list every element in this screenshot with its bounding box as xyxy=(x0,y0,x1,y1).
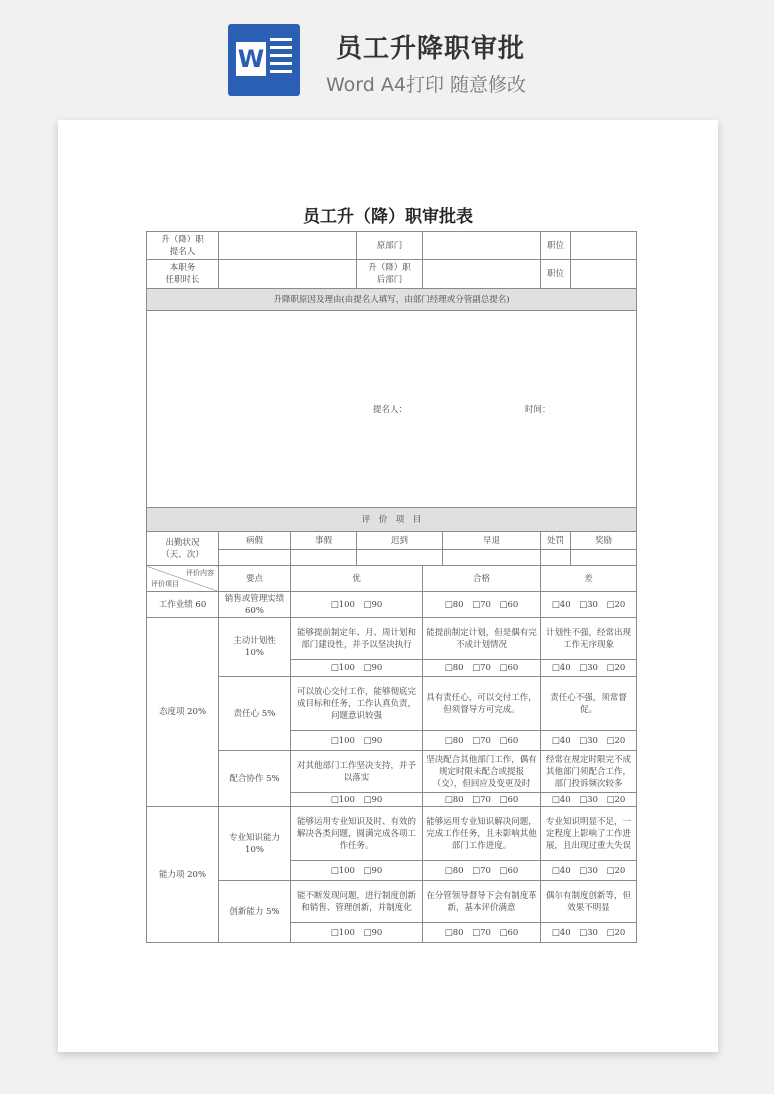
score-pass[interactable]: □80 □70 □60 xyxy=(423,923,541,943)
score-pass[interactable]: □80 □70 □60 xyxy=(423,592,541,618)
nominator-label: 提名人： xyxy=(373,405,408,415)
ability-innovation-row xyxy=(147,881,637,923)
reason-area[interactable] xyxy=(147,311,637,508)
planning-pass-desc: 能提前制定计划，但是偶有完不成计划情况 xyxy=(423,618,541,660)
attitude-planning-row xyxy=(147,618,637,660)
performance-category: 工作业绩 60 xyxy=(147,592,219,618)
attendance-value[interactable] xyxy=(357,550,443,566)
document-title: 员工升（降）职审批表 xyxy=(303,207,473,227)
attitude-cooperation-point: 配合协作 5% xyxy=(219,751,291,807)
reason-header: 升降职原因及理由(由提名人填写，由部门经理或分管副总提名) xyxy=(147,289,637,311)
cooperation-excellent-desc: 对其他部门工作坚决支持，并予以落实 xyxy=(291,751,423,793)
time-label: 时间： xyxy=(525,405,551,415)
tenure-label: 本职务 任职时长 xyxy=(147,260,219,289)
nominee-value[interactable] xyxy=(219,232,357,260)
diagonal-header-cell xyxy=(147,566,219,592)
position-label-2: 职位 xyxy=(541,260,571,289)
position-value-2[interactable] xyxy=(571,260,637,289)
score-poor[interactable]: □40 □30 □20 xyxy=(541,923,637,943)
header-banner xyxy=(0,0,774,110)
attitude-planning-point: 主动计划性 10% xyxy=(219,618,291,677)
attendance-value[interactable] xyxy=(541,550,571,566)
original-dept-label: 原部门 xyxy=(357,232,423,260)
cooperation-poor-desc: 经常在规定时限完不成其他部门须配合工作，部门投诉频次较多 xyxy=(541,751,637,793)
attendance-value[interactable] xyxy=(571,550,637,566)
ability-innovation-point: 创新能力 5% xyxy=(219,881,291,943)
banner-subtitle: Word A4打印 随意修改 xyxy=(326,74,527,96)
score-pass[interactable]: □80 □70 □60 xyxy=(423,660,541,677)
score-pass[interactable]: □80 □70 □60 xyxy=(423,793,541,807)
tenure-value[interactable] xyxy=(219,260,357,289)
attendance-value[interactable] xyxy=(219,550,291,566)
position-label-1: 职位 xyxy=(541,232,571,260)
cooperation-pass-desc: 坚决配合其他部门工作，偶有规定时限未配合或提报（交），但回应及变更及时 xyxy=(423,751,541,793)
nominee-row xyxy=(147,232,637,260)
knowledge-excellent-desc: 能够运用专业知识及时、有效的解决各类问题，圆满完成各项工作任务。 xyxy=(291,807,423,861)
attendance-row xyxy=(147,532,637,550)
performance-point: 销售或管理实绩 60% xyxy=(219,592,291,618)
knowledge-pass-desc: 能够运用专业知识解决问题，完成工作任务，且未影响其他部门工作进度。 xyxy=(423,807,541,861)
score-excellent[interactable]: □100 □90 xyxy=(291,861,423,881)
knowledge-poor-desc: 专业知识明显不足，一定程度上影响了工作进展，且出现过重大失误 xyxy=(541,807,637,861)
position-value-1[interactable] xyxy=(571,232,637,260)
score-pass[interactable]: □80 □70 □60 xyxy=(423,861,541,881)
attendance-col-late: 迟到 xyxy=(357,532,443,550)
responsibility-excellent-desc: 可以放心交付工作，能够彻底完成目标和任务，工作认真负责，问题意识较强 xyxy=(291,677,423,731)
attitude-responsibility-row xyxy=(147,677,637,731)
score-pass[interactable]: □80 □70 □60 xyxy=(423,731,541,751)
attendance-col-reward: 奖励 xyxy=(571,532,637,550)
attendance-col-early: 早退 xyxy=(443,532,541,550)
banner-title: 员工升降职审批 xyxy=(336,34,526,64)
innovation-poor-desc: 偶尔有制度创新等，但效果不明显 xyxy=(541,881,637,923)
score-poor[interactable]: □40 □30 □20 xyxy=(541,731,637,751)
score-poor[interactable]: □40 □30 □20 xyxy=(541,592,637,618)
diag-bottom-label: 评价项目 xyxy=(151,580,179,588)
score-excellent[interactable]: □100 □90 xyxy=(291,731,423,751)
word-logo-icon xyxy=(228,24,300,96)
new-dept-value[interactable] xyxy=(423,260,541,289)
attendance-col-personal: 事假 xyxy=(291,532,357,550)
score-poor[interactable]: □40 □30 □20 xyxy=(541,861,637,881)
col-point: 要点 xyxy=(219,566,291,592)
attitude-category: 态度项 20% xyxy=(147,618,219,807)
attendance-col-sick: 病假 xyxy=(219,532,291,550)
score-excellent[interactable]: □100 □90 xyxy=(291,923,423,943)
attendance-value[interactable] xyxy=(443,550,541,566)
responsibility-pass-desc: 具有责任心，可以交付工作，但须督导方可完成。 xyxy=(423,677,541,731)
attendance-label: 出勤状况 （天、次） xyxy=(147,532,219,566)
signature-line xyxy=(149,402,634,416)
col-pass: 合格 xyxy=(423,566,541,592)
attitude-responsibility-point: 责任心 5% xyxy=(219,677,291,751)
eval-column-header-row xyxy=(147,566,637,592)
attendance-value[interactable] xyxy=(291,550,357,566)
score-poor[interactable]: □40 □30 □20 xyxy=(541,660,637,677)
innovation-excellent-desc: 能不断发现问题，进行制度创新和销售、管理创新，并制度化 xyxy=(291,881,423,923)
innovation-pass-desc: 在分管领导督导下会有制度革新，基本评价满意 xyxy=(423,881,541,923)
evaluation-header: 评 价 项 目 xyxy=(147,508,637,532)
score-excellent[interactable]: □100 □90 xyxy=(291,660,423,677)
word-logo-letter: W xyxy=(236,42,266,76)
score-excellent[interactable]: □100 □90 xyxy=(291,793,423,807)
tenure-row xyxy=(147,260,637,289)
score-excellent[interactable]: □100 □90 xyxy=(291,592,423,618)
approval-form-table xyxy=(146,231,637,943)
attitude-cooperation-row xyxy=(147,751,637,793)
ability-knowledge-point: 专业知识能力 10% xyxy=(219,807,291,881)
responsibility-poor-desc: 责任心不强，须常督促。 xyxy=(541,677,637,731)
document-page xyxy=(58,120,718,1052)
score-poor[interactable]: □40 □30 □20 xyxy=(541,793,637,807)
col-excellent: 优 xyxy=(291,566,423,592)
original-dept-value[interactable] xyxy=(423,232,541,260)
new-dept-label: 升（降）职 后部门 xyxy=(357,260,423,289)
col-poor: 差 xyxy=(541,566,637,592)
nominee-label: 升（降）职 提名人 xyxy=(147,232,219,260)
word-logo-lines xyxy=(270,38,292,78)
diag-top-label: 评价内容 xyxy=(186,569,214,577)
planning-poor-desc: 计划性不强，经常出现工作无序现象 xyxy=(541,618,637,660)
attendance-col-penalty: 处罚 xyxy=(541,532,571,550)
attendance-values-row xyxy=(147,550,637,566)
performance-row xyxy=(147,592,637,618)
ability-knowledge-row xyxy=(147,807,637,861)
planning-excellent-desc: 能够提前制定年、月、周计划和部门建设性，并予以坚决执行 xyxy=(291,618,423,660)
ability-category: 能力项 20% xyxy=(147,807,219,943)
